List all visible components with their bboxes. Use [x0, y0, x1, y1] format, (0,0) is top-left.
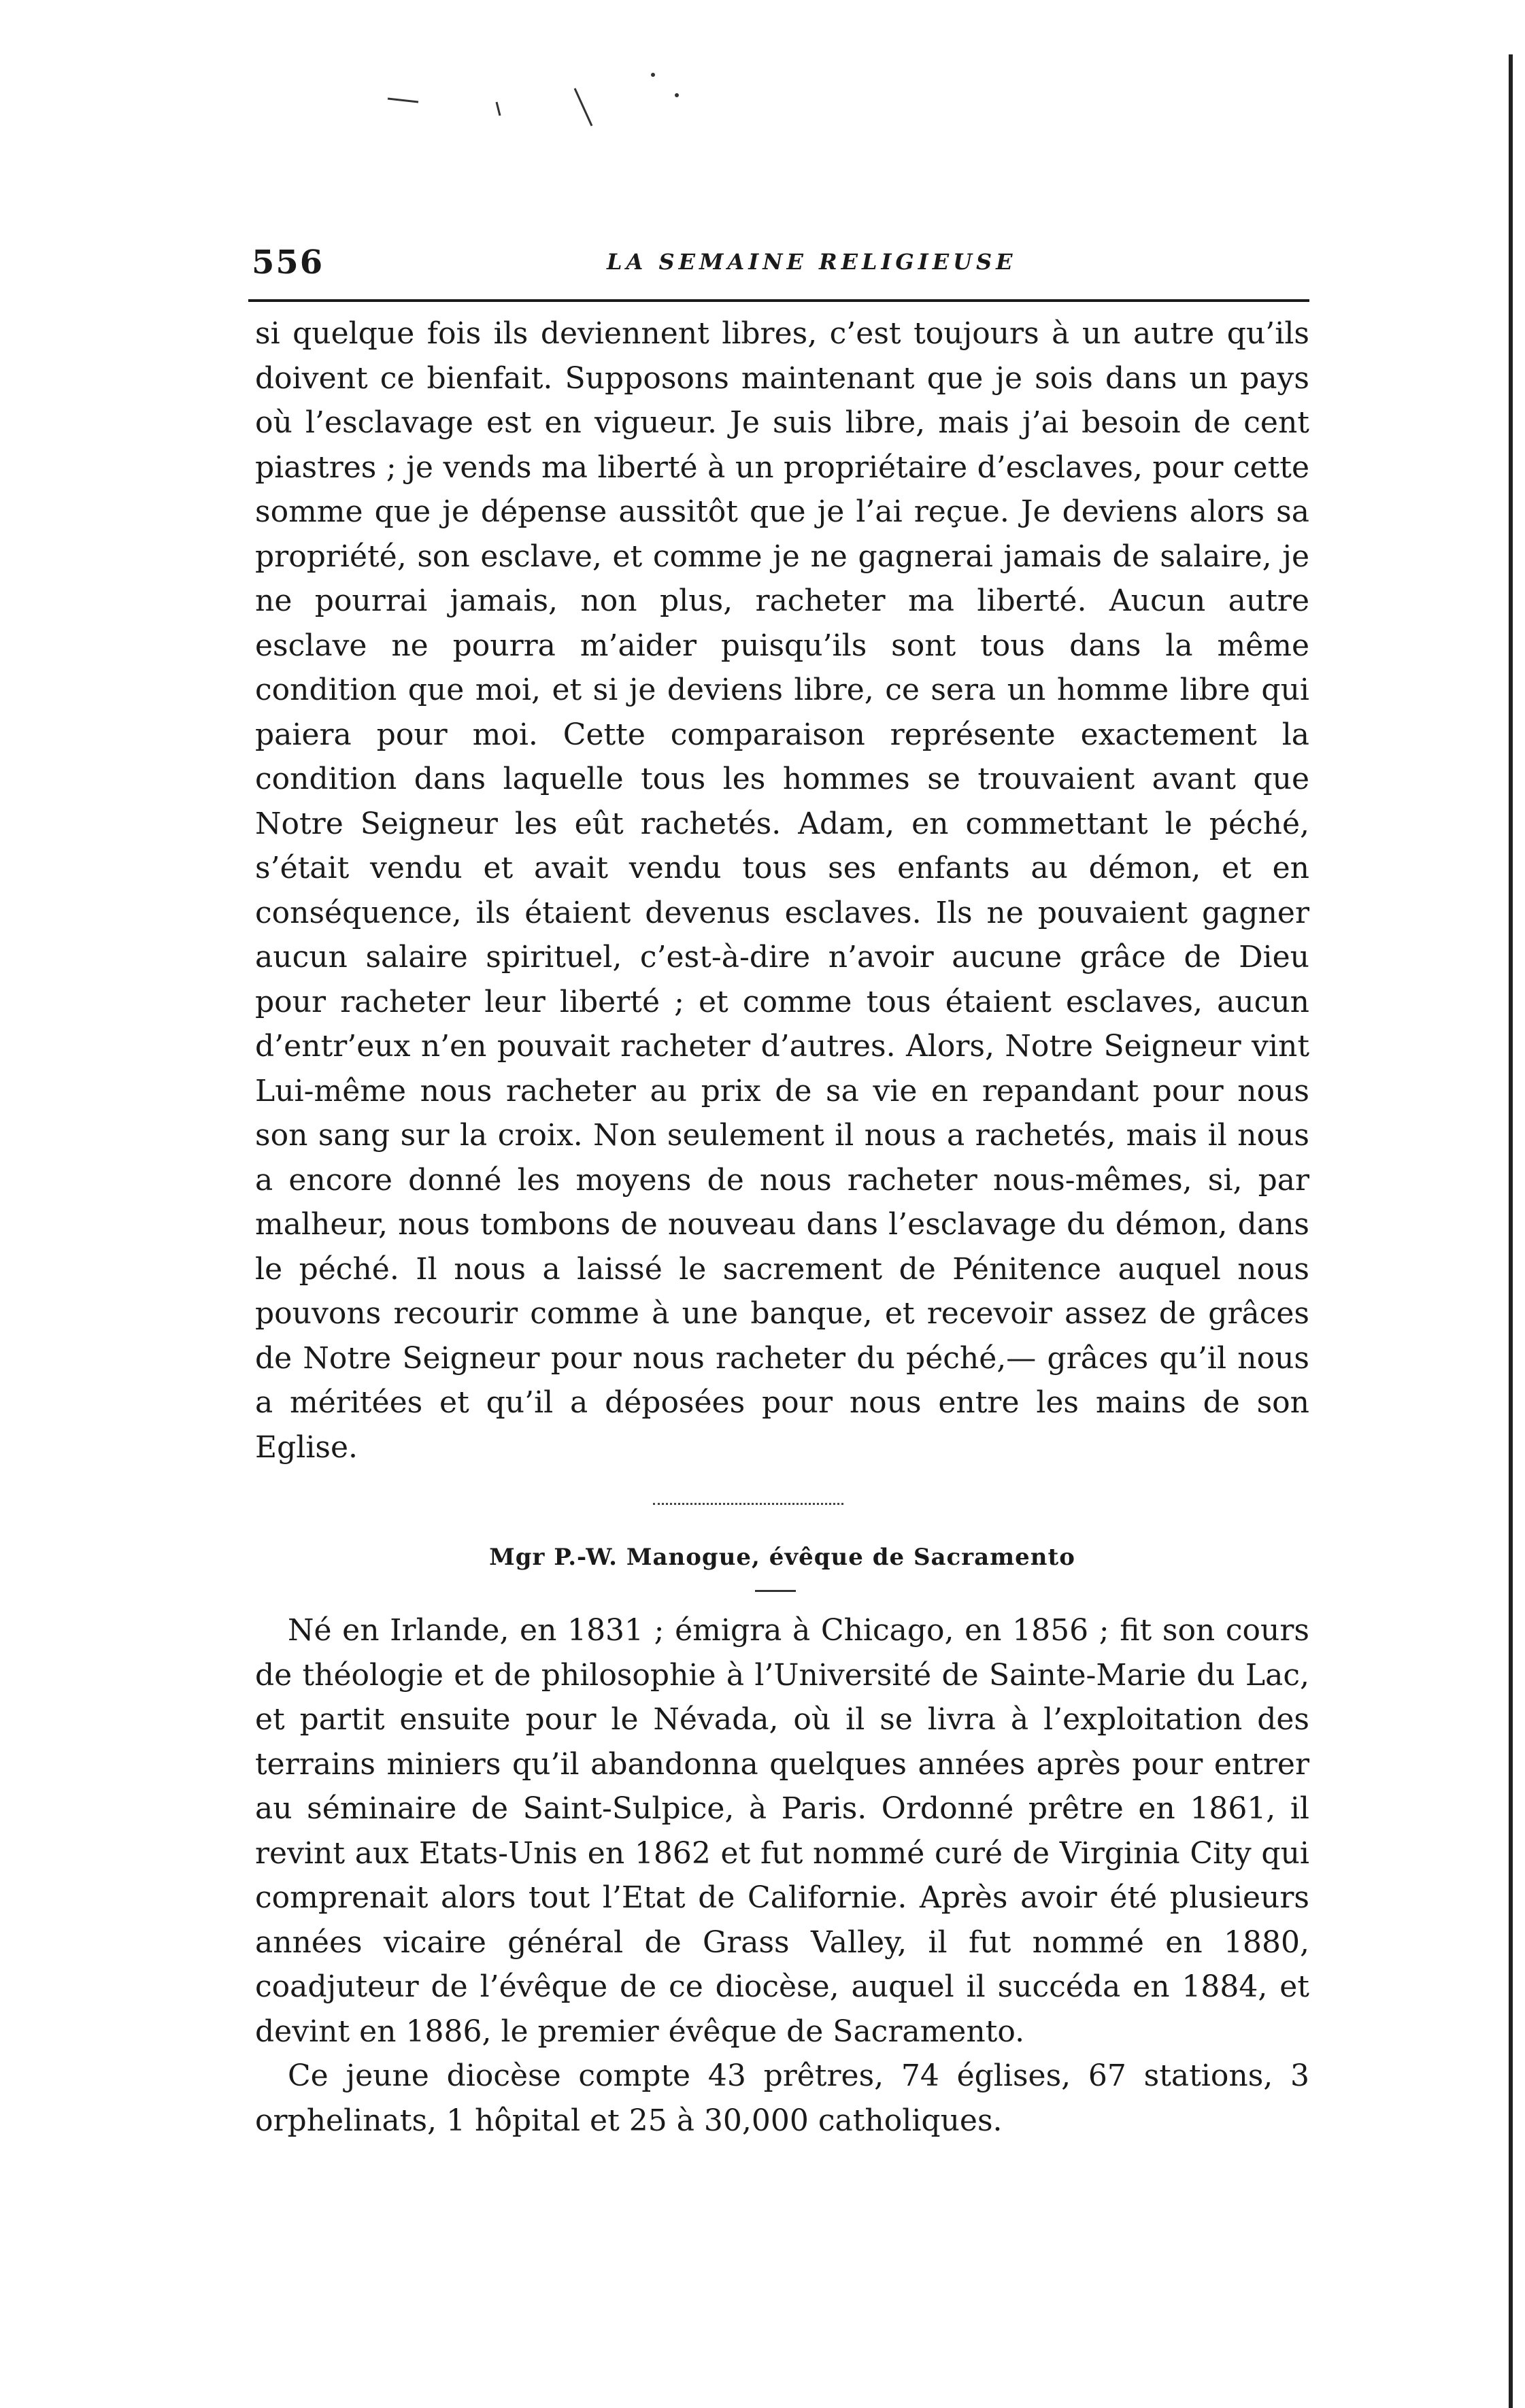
scan-specks	[367, 61, 680, 143]
continuation-text	[255, 311, 1309, 1470]
biography-paragraph: Né en Irlande, en 1831 ; émigra à Chicago, en 1856 ; fit son cours de théologie et de philosophie à l’Université de Sainte-Marie du Lac, et partit ensuite pour le Névada, où il se livra à l’exploitation des terrains miniers qu’il abandonna quelques années après pour entrer au séminaire de Saint-Sulpice, à Paris. Ordonné prêtre en 1861, il revint aux Etats-Unis en 1862 et fut nommé curé de Virginia City qui comprenait alors tout l’Etat de Californie. Après avoir été plusieurs années vicaire général de Grass Valley, il fut nommé en 1880, coadjuteur de l’évêque de ce diocèse, auquel il succéda en 1884, et devint en 1886, le premier évêque de Sacramento.	[255, 1613, 1309, 2049]
running-head	[252, 243, 1313, 291]
biography-text	[255, 1608, 1309, 2143]
heading-rule	[755, 1590, 796, 1592]
section-separator	[653, 1503, 843, 1513]
statistics-paragraph: Ce jeune diocèse compte 43 prêtres, 74 églises, 67 stations, 3 orphelinats, 1 hôpital et 25 à 30,000 catholiques.	[255, 2058, 1309, 2138]
header-rule	[248, 299, 1309, 302]
page-number: 556	[252, 243, 324, 282]
continuation-paragraph: si quelque fois ils deviennent libres, c’est toujours à un autre qu’ils doivent ce bienfait. Supposons maintenant que je sois dans un pays où l’esclavage est en vigueur. Je suis libre, mais j’ai besoin de cent piastres ; je vends ma liberté à un propriétaire d’esclaves, pour cette somme que je dépense aussitôt que je l’ai reçue. Je deviens alors sa propriété, son esclave, et comme je ne gagnerai jamais de salaire, je ne pourrai jamais, non plus, racheter ma liberté. Aucun autre esclave ne pourra m’aider puisqu’ils sont tous dans la même condition que moi, et si je deviens libre, ce sera un homme libre qui paiera pour moi. Cette comparaison représente exactement la condition dans laquelle tous les hommes se trouvaient avant que Notre Seigneur les eût rachetés. Adam, en commettant le péché, s’était vendu et avait vendu tous ses enfants au démon, et en conséquence, ils étaient devenus esclaves. Ils ne pouvaient gagner aucun salaire spirituel, c’est-à-dire n’avoir aucune grâce de Dieu pour racheter leur liberté ; et comme tous étaient esclaves, aucun d’entr’eux n’en pouvait racheter d’autres. Alors, Notre Seigneur vint Lui-même nous racheter au prix de sa vie en repandant pour nous son sang sur la croix. Non seulement il nous a rachetés, mais il nous a encore donné les moyens de nous racheter nous-mêmes, si, par malheur, nous tombons de nouveau dans l’esclavage du démon, dans le péché. Il nous a laissé le sacrement de Pénitence auquel nous pouvons recourir comme à une banque, et recevoir assez de grâces de Notre Seigneur pour nous racheter du péché,— grâces qu’il nous a méritées et qu’il a déposées pour nous entre les mains de son Eglise.	[255, 316, 1309, 1465]
running-title: LA SEMAINE RELIGIEUSE	[607, 249, 1017, 275]
section-heading: Mgr P.-W. Manogue, évêque de Sacramento	[489, 1544, 1075, 1571]
page-edge-rule	[1509, 54, 1513, 2408]
